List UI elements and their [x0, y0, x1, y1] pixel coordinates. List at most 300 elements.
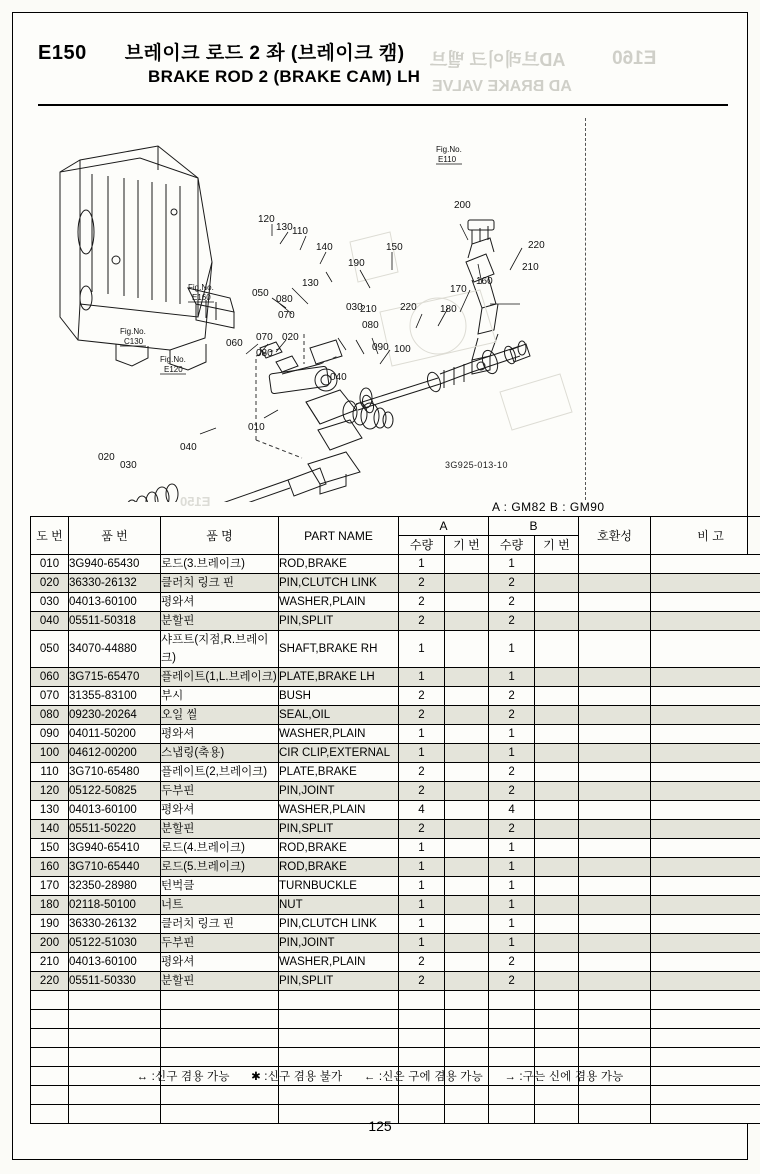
cell-name-en: TURNBUCKLE	[279, 877, 399, 896]
svg-text:080: 080	[256, 348, 273, 359]
cell-qty-b: 1	[489, 896, 535, 915]
cell-sym-a	[445, 839, 489, 858]
svg-text:210: 210	[360, 304, 377, 315]
cell-name-kr: 평와셔	[161, 725, 279, 744]
cell-name-kr: 클러치 링크 핀	[161, 915, 279, 934]
cell-sym-b	[535, 574, 579, 593]
cell-qty-b: 2	[489, 953, 535, 972]
cell-no: 080	[31, 706, 69, 725]
cell-remark	[651, 915, 760, 934]
cell-qty-a: 1	[399, 631, 445, 668]
cell-name-en: PIN,CLUTCH LINK	[279, 574, 399, 593]
cell-empty	[651, 1086, 760, 1105]
cell-remark	[651, 934, 760, 953]
cell-compat	[579, 858, 651, 877]
svg-text:020: 020	[282, 332, 299, 343]
cell-empty	[279, 991, 399, 1010]
table-row	[31, 706, 760, 725]
cell-qty-b: 2	[489, 687, 535, 706]
cell-compat	[579, 934, 651, 953]
cell-no: 070	[31, 687, 69, 706]
cell-sym-b	[535, 820, 579, 839]
cell-name-kr: 플레이트(2,브레이크)	[161, 763, 279, 782]
cell-sym-b	[535, 744, 579, 763]
cell-qty-a: 2	[399, 782, 445, 801]
svg-text:150: 150	[386, 242, 403, 253]
svg-text:100: 100	[394, 344, 411, 355]
cell-name-en: NUT	[279, 896, 399, 915]
table-row	[31, 820, 760, 839]
cell-qty-a: 2	[399, 820, 445, 839]
cell-compat	[579, 612, 651, 631]
ghost-english-title: AD BRAKE VALVE	[432, 78, 572, 95]
cell-sym-b	[535, 763, 579, 782]
cell-part-no: 3G715-65470	[69, 668, 161, 687]
cell-empty	[399, 1010, 445, 1029]
cell-part-no: 04013-60100	[69, 953, 161, 972]
cell-no: 120	[31, 782, 69, 801]
cell-sym-b	[535, 877, 579, 896]
table-row	[31, 915, 760, 934]
cell-remark	[651, 687, 760, 706]
cell-qty-a: 2	[399, 612, 445, 631]
cell-empty	[31, 1010, 69, 1029]
cell-qty-b: 2	[489, 574, 535, 593]
cell-sym-a	[445, 934, 489, 953]
svg-text:200: 200	[454, 200, 471, 211]
cell-name-en: PIN,SPLIT	[279, 820, 399, 839]
legend-item-2: ✱ :신구 겸용 불가	[251, 1071, 343, 1083]
svg-text:090: 090	[372, 342, 389, 353]
cell-compat	[579, 820, 651, 839]
cell-sym-b	[535, 801, 579, 820]
cell-sym-a	[445, 953, 489, 972]
svg-text:C130: C130	[124, 337, 144, 346]
svg-text:110: 110	[292, 226, 308, 237]
cell-empty	[69, 1029, 161, 1048]
table-row-empty	[31, 991, 760, 1010]
svg-text:060: 060	[226, 338, 243, 349]
header-name-en: PART NAME	[279, 517, 399, 555]
cell-compat	[579, 555, 651, 574]
cell-part-no: 3G710-65440	[69, 858, 161, 877]
cell-empty	[279, 1048, 399, 1067]
cell-qty-a: 1	[399, 915, 445, 934]
cell-compat	[579, 593, 651, 612]
cell-remark	[651, 744, 760, 763]
header-qty-a: 수량	[399, 536, 445, 555]
cell-no: 020	[31, 574, 69, 593]
header-part-no: 품 번	[69, 517, 161, 555]
table-row	[31, 574, 760, 593]
cell-empty	[579, 991, 651, 1010]
cell-empty	[161, 1010, 279, 1029]
table-row	[31, 763, 760, 782]
cell-empty	[445, 1086, 489, 1105]
cell-no: 160	[31, 858, 69, 877]
cell-name-kr: 샤프트(지점,R.브레이크)	[161, 631, 279, 668]
table-row	[31, 612, 760, 631]
cell-name-en: PIN,CLUTCH LINK	[279, 915, 399, 934]
cell-compat	[579, 801, 651, 820]
svg-text:E160: E160	[192, 293, 211, 302]
svg-text:050: 050	[252, 288, 269, 299]
cell-qty-b: 2	[489, 782, 535, 801]
cell-sym-b	[535, 612, 579, 631]
cell-sym-b	[535, 953, 579, 972]
cell-empty	[489, 1086, 535, 1105]
cell-no: 140	[31, 820, 69, 839]
cell-sym-a	[445, 687, 489, 706]
cell-name-kr: 너트	[161, 896, 279, 915]
cell-remark	[651, 972, 760, 991]
cell-part-no: 05511-50330	[69, 972, 161, 991]
cell-compat	[579, 631, 651, 668]
cell-qty-b: 1	[489, 915, 535, 934]
cell-remark	[651, 574, 760, 593]
cell-qty-a: 2	[399, 972, 445, 991]
cell-name-kr: 평와셔	[161, 953, 279, 972]
cell-qty-a: 1	[399, 725, 445, 744]
cell-qty-a: 4	[399, 801, 445, 820]
cell-empty	[31, 1086, 69, 1105]
cell-empty	[445, 1010, 489, 1029]
cell-empty	[535, 991, 579, 1010]
cell-name-en: WASHER,PLAIN	[279, 953, 399, 972]
cell-qty-b: 1	[489, 668, 535, 687]
cell-qty-b: 4	[489, 801, 535, 820]
cell-empty	[579, 1086, 651, 1105]
table-row	[31, 555, 760, 574]
cell-qty-b: 2	[489, 593, 535, 612]
header-compat: 호환성	[579, 517, 651, 555]
svg-text:210: 210	[522, 262, 539, 273]
cell-no: 040	[31, 612, 69, 631]
cell-qty-a: 1	[399, 668, 445, 687]
cell-qty-a: 2	[399, 593, 445, 612]
cell-no: 010	[31, 555, 69, 574]
cell-empty	[489, 1010, 535, 1029]
cell-name-en: CIR CLIP,EXTERNAL	[279, 744, 399, 763]
legend-item-1: ↔ :신구 겸용 가능	[136, 1071, 230, 1083]
table-row	[31, 668, 760, 687]
cell-name-en: BUSH	[279, 687, 399, 706]
table-row	[31, 687, 760, 706]
table-row	[31, 877, 760, 896]
svg-text:E120: E120	[164, 365, 183, 374]
cell-name-en: ROD,BRAKE	[279, 858, 399, 877]
cell-qty-b: 2	[489, 612, 535, 631]
cell-qty-a: 1	[399, 555, 445, 574]
cell-empty	[579, 1010, 651, 1029]
svg-text:080: 080	[362, 320, 379, 331]
cell-qty-a: 1	[399, 744, 445, 763]
cell-qty-b: 1	[489, 555, 535, 574]
cell-part-no: 09230-20264	[69, 706, 161, 725]
cell-name-kr: 턴벅클	[161, 877, 279, 896]
cell-qty-b: 1	[489, 877, 535, 896]
cell-name-en: PLATE,BRAKE LH	[279, 668, 399, 687]
cell-remark	[651, 801, 760, 820]
cell-sym-a	[445, 668, 489, 687]
table-row-empty	[31, 1048, 760, 1067]
svg-text:140: 140	[316, 242, 333, 253]
legend-item-4: → :구는 신에 겸용 가능	[504, 1071, 624, 1083]
cell-qty-a: 1	[399, 858, 445, 877]
cell-remark	[651, 782, 760, 801]
cell-empty	[69, 1048, 161, 1067]
cell-qty-b: 2	[489, 763, 535, 782]
cell-empty	[535, 1029, 579, 1048]
cell-empty	[69, 1010, 161, 1029]
cell-sym-a	[445, 631, 489, 668]
cell-name-en: PIN,SPLIT	[279, 972, 399, 991]
cell-remark	[651, 858, 760, 877]
table-row	[31, 896, 760, 915]
cell-remark	[651, 631, 760, 668]
cell-remark	[651, 668, 760, 687]
cell-remark	[651, 877, 760, 896]
header-sym-a: 기 번	[445, 536, 489, 555]
cell-qty-b: 2	[489, 820, 535, 839]
svg-text:Fig.No.: Fig.No.	[436, 145, 462, 154]
cell-empty	[489, 1048, 535, 1067]
cell-empty	[399, 1029, 445, 1048]
cell-compat	[579, 953, 651, 972]
cell-empty	[69, 1086, 161, 1105]
svg-text:130: 130	[302, 278, 319, 289]
cell-part-no: 32350-28980	[69, 877, 161, 896]
header-group-b: B	[489, 517, 579, 536]
cell-qty-b: 1	[489, 631, 535, 668]
svg-text:160: 160	[476, 276, 493, 287]
section-code: E150	[38, 42, 87, 64]
svg-text:220: 220	[400, 302, 417, 313]
cell-sym-a	[445, 555, 489, 574]
cell-sym-a	[445, 896, 489, 915]
cell-sym-b	[535, 934, 579, 953]
cell-name-kr: 로드(3.브레이크)	[161, 555, 279, 574]
cell-remark	[651, 820, 760, 839]
cell-sym-a	[445, 612, 489, 631]
cell-empty	[579, 1029, 651, 1048]
cell-sym-a	[445, 706, 489, 725]
cell-name-kr: 로드(5.브레이크)	[161, 858, 279, 877]
table-row	[31, 801, 760, 820]
ghost-faint-text: E150	[180, 494, 211, 509]
cell-sym-a	[445, 744, 489, 763]
cell-no: 130	[31, 801, 69, 820]
svg-text:120: 120	[258, 214, 275, 225]
cell-compat	[579, 744, 651, 763]
cell-sym-b	[535, 668, 579, 687]
cell-empty	[651, 1010, 760, 1029]
cell-name-kr: 클러치 링크 핀	[161, 574, 279, 593]
table-row	[31, 972, 760, 991]
table-row-empty	[31, 1086, 760, 1105]
cell-no: 030	[31, 593, 69, 612]
header-remark: 비 고	[651, 517, 760, 555]
cell-no: 170	[31, 877, 69, 896]
svg-text:220: 220	[528, 240, 545, 251]
cell-remark	[651, 555, 760, 574]
cell-part-no: 04612-00200	[69, 744, 161, 763]
cell-remark	[651, 725, 760, 744]
cell-no: 050	[31, 631, 69, 668]
cell-qty-a: 2	[399, 706, 445, 725]
cell-empty	[31, 991, 69, 1010]
svg-text:E110: E110	[438, 155, 457, 164]
section-title-korean: 브레이크 로드 2 좌 (브레이크 캠)	[124, 43, 405, 64]
cell-name-en: PLATE,BRAKE	[279, 763, 399, 782]
cell-compat	[579, 839, 651, 858]
cell-sym-b	[535, 896, 579, 915]
svg-text:180: 180	[440, 304, 457, 315]
cell-empty	[279, 1010, 399, 1029]
cell-empty	[161, 1029, 279, 1048]
cell-qty-b: 1	[489, 725, 535, 744]
cell-empty	[651, 991, 760, 1010]
model-legend: A : GM82 B : GM90	[492, 500, 605, 514]
cell-no: 090	[31, 725, 69, 744]
table-row	[31, 782, 760, 801]
cell-part-no: 04011-50200	[69, 725, 161, 744]
exploded-parts-diagram	[20, 112, 740, 502]
cell-sym-b	[535, 725, 579, 744]
header-sym-b: 기 번	[535, 536, 579, 555]
cell-compat	[579, 687, 651, 706]
cell-name-en: PIN,SPLIT	[279, 612, 399, 631]
cell-name-kr: 분할핀	[161, 972, 279, 991]
cell-qty-a: 1	[399, 877, 445, 896]
cell-sym-b	[535, 839, 579, 858]
parts-table-container	[30, 516, 730, 1124]
cell-qty-b: 2	[489, 972, 535, 991]
cell-name-kr: 로드(4.브레이크)	[161, 839, 279, 858]
parts-table	[30, 516, 760, 1124]
cell-compat	[579, 915, 651, 934]
cell-name-en: WASHER,PLAIN	[279, 593, 399, 612]
svg-text:190: 190	[348, 258, 365, 269]
cell-part-no: 34070-44880	[69, 631, 161, 668]
cell-sym-b	[535, 782, 579, 801]
cell-name-en: SHAFT,BRAKE RH	[279, 631, 399, 668]
table-row-empty	[31, 1010, 760, 1029]
cell-empty	[399, 991, 445, 1010]
page-number: 125	[368, 1118, 392, 1134]
cell-part-no: 05122-50825	[69, 782, 161, 801]
cell-qty-a: 2	[399, 574, 445, 593]
cell-part-no: 04013-60100	[69, 801, 161, 820]
cell-empty	[489, 1029, 535, 1048]
cell-qty-b: 2	[489, 706, 535, 725]
cell-sym-b	[535, 706, 579, 725]
cell-sym-b	[535, 555, 579, 574]
cell-sym-a	[445, 858, 489, 877]
cell-empty	[535, 1010, 579, 1029]
ghost-korean-title: AD브레이크 밸브	[430, 50, 566, 70]
cell-part-no: 31355-83100	[69, 687, 161, 706]
cell-qty-a: 2	[399, 763, 445, 782]
cell-qty-b: 1	[489, 744, 535, 763]
cell-part-no: 05511-50318	[69, 612, 161, 631]
cell-name-en: PIN,JOINT	[279, 934, 399, 953]
cell-name-en: WASHER,PLAIN	[279, 725, 399, 744]
cell-empty	[161, 991, 279, 1010]
cell-compat	[579, 877, 651, 896]
cell-qty-a: 2	[399, 687, 445, 706]
cell-sym-a	[445, 574, 489, 593]
cell-remark	[651, 593, 760, 612]
cell-name-en: WASHER,PLAIN	[279, 801, 399, 820]
cell-no: 060	[31, 668, 69, 687]
cell-qty-a: 2	[399, 953, 445, 972]
svg-text:070: 070	[278, 310, 295, 321]
cell-sym-a	[445, 801, 489, 820]
cell-sym-a	[445, 820, 489, 839]
cell-name-kr: 두부핀	[161, 782, 279, 801]
cell-compat	[579, 725, 651, 744]
cell-remark	[651, 706, 760, 725]
cell-sym-b	[535, 972, 579, 991]
cell-name-en: PIN,JOINT	[279, 782, 399, 801]
cell-sym-b	[535, 858, 579, 877]
cell-sym-a	[445, 972, 489, 991]
cell-part-no: 3G940-65410	[69, 839, 161, 858]
cell-no: 200	[31, 934, 69, 953]
cell-no: 220	[31, 972, 69, 991]
cell-sym-a	[445, 725, 489, 744]
cell-empty	[69, 991, 161, 1010]
svg-text:080: 080	[276, 294, 293, 305]
cell-compat	[579, 668, 651, 687]
cell-no: 110	[31, 763, 69, 782]
cell-sym-a	[445, 782, 489, 801]
cell-part-no: 36330-26132	[69, 915, 161, 934]
cell-no: 100	[31, 744, 69, 763]
diagram-divider	[585, 118, 586, 500]
table-row	[31, 934, 760, 953]
drawing-number: 3G925-013-10	[445, 460, 508, 470]
cell-part-no: 04013-60100	[69, 593, 161, 612]
table-row	[31, 953, 760, 972]
cell-name-kr: 분할핀	[161, 612, 279, 631]
cell-sym-b	[535, 593, 579, 612]
header-group-a: A	[399, 517, 489, 536]
svg-text:020: 020	[98, 452, 115, 463]
cell-empty	[161, 1048, 279, 1067]
cell-compat	[579, 574, 651, 593]
cell-sym-a	[445, 593, 489, 612]
cell-compat	[579, 763, 651, 782]
svg-text:Fig.No.: Fig.No.	[188, 283, 214, 292]
compatibility-legend	[30, 1068, 730, 1084]
cell-part-no: 36330-26132	[69, 574, 161, 593]
table-row	[31, 725, 760, 744]
cell-empty	[489, 991, 535, 1010]
cell-empty	[279, 1029, 399, 1048]
cell-name-en: ROD,BRAKE	[279, 555, 399, 574]
cell-no: 150	[31, 839, 69, 858]
cell-remark	[651, 612, 760, 631]
cell-compat	[579, 706, 651, 725]
cell-name-kr: 오일 씰	[161, 706, 279, 725]
cell-sym-a	[445, 877, 489, 896]
cell-qty-a: 1	[399, 839, 445, 858]
cell-empty	[445, 991, 489, 1010]
cell-sym-b	[535, 915, 579, 934]
cell-sym-a	[445, 763, 489, 782]
